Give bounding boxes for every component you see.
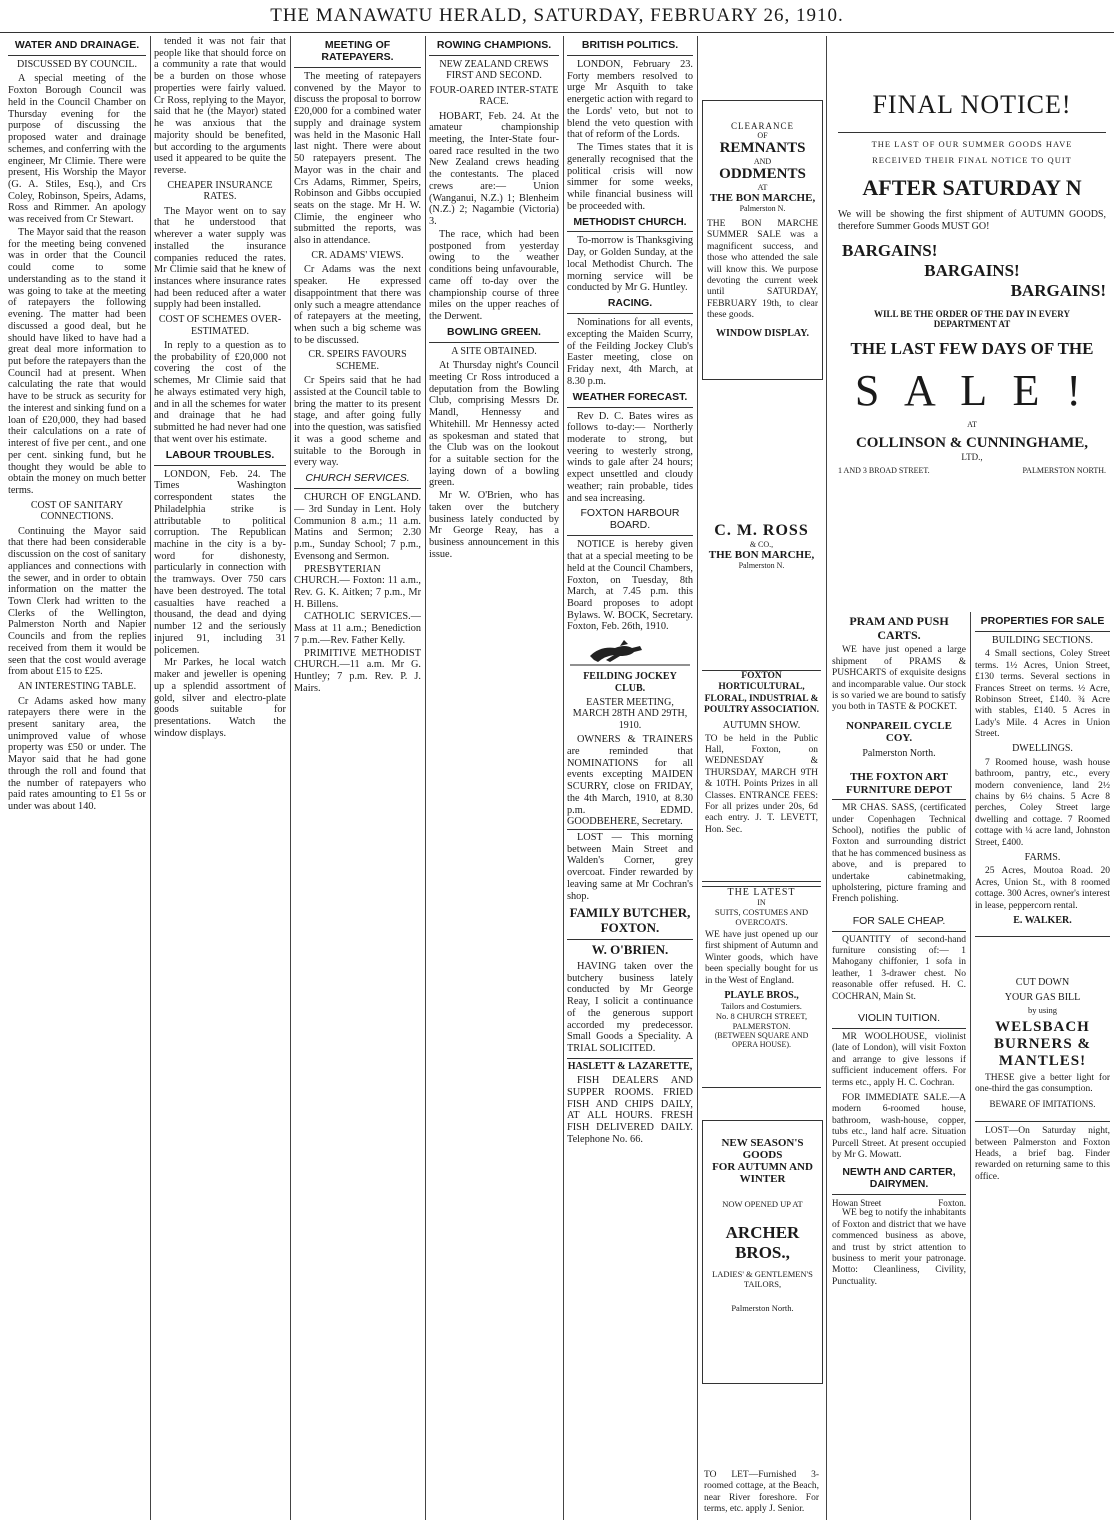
notice-paragraph: OWNERS & TRAINERS are reminded that NOMINATIONS for all events excepting MAIDEN SCURRY, close on FRIDAY, the 4th March, 1910, at 8.30 p.m. EDMD. GOODBEHERE, Secretary. (567, 734, 693, 828)
subhead-adams: CR. ADAMS' VIEWS. (311, 249, 404, 261)
ad-text: PALMERSTON NORTH. (1022, 466, 1106, 475)
ad-text: OF (757, 131, 768, 140)
subhead-site: A SITE OBTAINED. (451, 345, 537, 357)
ad-cm-ross (702, 522, 821, 617)
ad-paragraph: WE have just opened a large shipment of PRAMS & PUSHCARTS of exquisite designs and incomparable value. Our stock is so varied we are bound to satisfy you both in TASTE & POCKET. (832, 645, 966, 713)
gas-heading: CUT DOWN (1015, 977, 1070, 989)
ad-headline: FINAL NOTICE! (872, 90, 1072, 119)
headline-ratepayers: MEETING OF RATEPAYERS. (294, 40, 421, 68)
ad-text: REMNANTS (719, 140, 806, 156)
column-rowing (429, 36, 559, 1520)
ad-text: Palmerston N. (739, 204, 786, 213)
ad-playle (702, 886, 821, 1088)
article-paragraph: CATHOLIC SERVICES.—Mass at 11 a.m.; Benediction 7 p.m.—Rev. Father Kelly. (294, 611, 421, 646)
article-paragraph: To-morrow is Thanksgiving Day, or Golden Sunday, at the local Methodist Church. The morning service will be conducted by Mr G. Huntley. (567, 235, 693, 294)
article-paragraph: Continuing the Mayor said that there had been considerable discussion on the cost of sanitary appliances and connections with the sewer, and in order to obtain information on the matter the Town Clerk had written to the Clerks of the Wellington, Palmerston North and Napier Councils and from the replies received from them it would be seen that the cost would average from about £15 to £25. (8, 525, 146, 678)
ad-text: BARGAINS! (1010, 281, 1106, 300)
ad-text: 1 AND 3 BROAD STREET. (838, 466, 930, 475)
ad-text: FOXTON HORTICULTURAL, FLORAL, INDUSTRIAL & POULTRY ASSOCIATION. (704, 671, 819, 716)
article-paragraph: Rev D. C. Bates wires as follows to-day:— Northerly moderate to strong, but veering to westerly strong, winds to gale after 24 hours; expect unsettled and cloudy weather; rain probable, tides and sea increasing. (567, 410, 693, 504)
subhead-crews: NEW ZEALAND CREWS FIRST AND SECOND. (439, 58, 549, 82)
fish-paragraph: FISH DEALERS AND SUPPER ROOMS. FRIED FISH AND CHIPS DAILY, AT ALL HOURS. FRESH FISH DELIVERED DAILY. Telephone No. 66. (567, 1075, 693, 1145)
ad-text: FOR AUTUMN AND (712, 1161, 813, 1173)
ad-text: LTD., (961, 452, 983, 462)
ad-paragraph: QUANTITY of second-hand furniture consisting of:— 1 Mahogany chiffonier, 1 sofa in leather, 1 3-drawer chest. No reasonable offer refused. H. C. COCHRAN, Main St. (832, 934, 966, 1002)
article-paragraph: tended it was not fair that people like that should force on a community a rate that would be a burden on those whose properties were fairly valued. Cr Ross, replying to the Mayor, said that he (the Mayor) stated he was anxious that the majority should be benefited, but according to the arguments used it appeared to be quite the reverse. (154, 36, 286, 177)
ad-text: ARCHER BROS., (725, 1223, 800, 1262)
article-paragraph: Cr Adams asked how many ratepayers there were in the present sanitary area, the unimproved value of whose property was £50 or under. The Mayor said that he had gone through the roll and found that the number of ratepayers who paid rates amounting to £1 5s or under was about 140. (8, 695, 146, 813)
ad-text: THE BON MARCHE, (709, 192, 816, 204)
article-paragraph: The race, which had been postponed from yesterday owing to the weather conditions being unfavourable, came off to-day over the championship course of three miles on the upper reaches of the Derwent. (429, 228, 559, 323)
ad-paragraph: TO be held in the Public Hall, Foxton, on WEDNESDAY & THURSDAY, MARCH 9TH & 10TH. Points Prizes in all Classes. ENTRANCE FEES: For all prizes under 20s, 6d each entry. J. T. LEVETT, Hon. Sec. (705, 733, 818, 835)
headline-british-politics: BRITISH POLITICS. (567, 40, 693, 56)
farms-heading: FARMS. (1024, 852, 1061, 863)
article-paragraph: Nominations for all events, excepting the Maiden Scurry, of the Feilding Jockey Club's Easter meeting, close on Friday next, 4th March, at 8.30 p.m. (567, 317, 693, 387)
ad-paragraph: 4 Small sections, Coley Street terms. 1½ Acres, Union Street, £130 terms. Several sections in Frances Street on terms. ½ Acre, Robinson Street, £140. ¾ Acre with stables, £140. 5 Acres in Lady's Mile. 4 Acres in Union Street. (975, 649, 1110, 740)
ad-paragraph: 7 Roomed house, wash house bathroom, pantry, etc., every modern convenience, land 2½ chains by 6½ chains. 5 Acre 8 perches, Coley Street large dwelling and cottage. 7 Roomed cottage with ¼ acre land, Johnston Street, £400. (975, 757, 1110, 848)
article-paragraph: Cr Speirs said that he had assisted at the Council table to bring the matter to its present stage, and after going fully into the question, was satisfied it was a good scheme and suitable to the Borough in every way. (294, 375, 421, 469)
properties-heading: PROPERTIES FOR SALE (975, 616, 1110, 632)
column-water-drainage (8, 36, 146, 1520)
article-paragraph: A special meeting of the Foxton Borough Council was held in the Council Chamber on Thursday evening for the purpose of discussing the proposed water and drainage schemes, and conferring with the engineer, Mr Climie. There were present, His Worship the Mayor (G. A. Stiles, Esq.), and Crs Coley, Robinson, Speirs, Adams, Ross and Rimmer. An apology was received from Cr Stewart. (8, 73, 146, 226)
ad-text: WILL BE THE ORDER OF THE DAY IN EVERY DEPARTMENT AT (874, 309, 1070, 329)
column-ratepayers (294, 36, 421, 1520)
ad-text: Palmerston North. (862, 747, 936, 759)
subhead-insurance: CHEAPER INSURANCE RATES. (167, 179, 273, 203)
butcher-name: W. O'BRIEN. (591, 942, 669, 958)
subhead-discussed: DISCUSSED BY COUNCIL. (17, 58, 137, 70)
ad-horticultural (702, 670, 821, 882)
ad-text: THE LAST OF OUR SUMMER GOODS HAVE (871, 139, 1073, 149)
for-sale-heading: FOR SALE CHEAP. (832, 916, 966, 932)
article-paragraph: PRIMITIVE METHODIST CHURCH.—11 a.m. Mr G. Huntley; 7 p.m. Rev. P. J. Mairs. (294, 647, 421, 694)
column-rule (826, 36, 827, 1520)
column-ads-middle (832, 612, 966, 1520)
ad-text: Palmerston N. (738, 561, 785, 570)
subhead-race: FOUR-OARED INTER-STATE RACE. (429, 84, 559, 108)
article-paragraph: The meeting of ratepayers convened by the Mayor to discuss the proposal to borrow £20,000 for a combined water supply and drainage system was held in the Masonic Hall last night. There were about 50 ratepayers present. The Mayor was in the chair and Crs Adams, Rimmer, Speirs, Robinson and Gibbs occupied seats on the stage. Mr H. W. Climie, the engineer who submitted the reports, was also in attendance. (294, 70, 421, 247)
ad-text: Foxton. (938, 1198, 966, 1209)
ad-paragraph: WE beg to notify the inhabitants of Foxton and district that we have commenced business as above, and trust by strict attention to business to merit your patronage. Motto: Cleanliness, Civility, Punctuality. (832, 1208, 966, 1287)
jockey-club-date: EASTER MEETING, MARCH 28TH AND 29TH, 1910. (572, 696, 688, 731)
horse-racing-illustration (570, 636, 690, 668)
ad-paragraph: THE BON MARCHE SUMMER SALE was a magnificent success, and those who attended the sale will know this. We purpose devoting the current week until SATURDAY, FEBRUARY 19th, to clear these goods. (707, 219, 818, 321)
subhead-sanitary: COST OF SANITARY CONNECTIONS. (30, 499, 124, 523)
ad-text: THE LATEST (727, 887, 796, 898)
subhead-speirs: CR. SPEIRS FAVOURS SCHEME. (308, 349, 407, 372)
ad-text: RECEIVED THEIR FINAL NOTICE TO QUIT (872, 155, 1072, 165)
ad-text: AT (967, 420, 977, 429)
ad-text: OVERCOATS. (735, 917, 788, 927)
ad-text: ODDMENTS (719, 166, 806, 182)
ad-text: PLAYLE BROS., (724, 989, 799, 1001)
ad-text: NOW OPENED UP AT (722, 1199, 803, 1209)
article-paragraph: LONDON, February 23. Forty members resolved to urge Mr Asquith to take energetic action with regard to the Lords' veto, but not to blend the veto question with that of reform of the Lords. (567, 58, 693, 141)
ad-text: Howan Street (832, 1198, 882, 1209)
column-rule (150, 36, 151, 1520)
ad-collinson-final-notice (832, 82, 1112, 522)
article-paragraph: Mr W. O'Brien, who has taken over the butchery business lately conducted by Mr George Reay, has a business announcement in this issue. (429, 490, 559, 560)
newth-heading: NEWTH AND CARTER, DAIRYMEN. (832, 1167, 966, 1195)
fish-heading: HASLETT & LAZARETTE, (567, 1058, 693, 1072)
headline-weather: WEATHER FORECAST. (567, 392, 693, 408)
article-paragraph: The Times states that it is generally recognised that the political crisis will now simmer for some weeks, while financial business will be proceeded with. (567, 142, 693, 212)
gas-by: by using (1027, 1005, 1058, 1016)
article-paragraph: CHURCH OF ENGLAND.— 3rd Sunday in Lent. Holy Communion 8 a.m.; 11 a.m. Matins and Sermon; 2.30 p.m., Sunday School; 7 p.m., Evensong and Sermon. (294, 492, 421, 562)
butcher-paragraph: HAVING taken over the butchery business lately conducted by Mr George Reay, I solicit a continuance of the generous support accorded my predecessor. Small Goods a Speciality. A TRIAL SOLICITED. (567, 960, 693, 1054)
lost-notice: LOST—On Saturday night, between Palmerston and Foxton Heads, a brief bag. Finder rewarded on returning same to this office. (975, 1126, 1110, 1182)
ad-address (838, 466, 1106, 475)
butcher-heading: FAMILY BUTCHER, FOXTON. (567, 906, 693, 940)
lost-notice: LOST — This morning between Main Street and Walden's Corner, grey overcoat. Finder rewarded by leaving same at Mr Cochran's shop. (567, 829, 693, 902)
column-2 (154, 36, 286, 1520)
ad-text: NEW SEASON'S GOODS (721, 1137, 804, 1161)
ad-paragraph: 25 Acres, Moutoa Road. 20 Acres, Union St., with 8 roomed cottage. 300 Acres, owner's interest in lease, peppercorn rental. (975, 866, 1110, 911)
violin-heading: VIOLIN TUITION. (832, 1013, 966, 1029)
gas-subheading: YOUR GAS BILL (1004, 991, 1081, 1003)
ad-text: THE BON MARCHE, (708, 549, 815, 561)
dwellings-heading: DWELLINGS. (1012, 743, 1073, 755)
ad-text: Palmerston North. (731, 1303, 794, 1313)
ad-text: THE LAST FEW DAYS OF THE (850, 339, 1094, 358)
ad-text: & CO., (749, 540, 774, 549)
headline-racing: RACING. (567, 298, 693, 314)
ad-text: BARGAINS! (924, 261, 1020, 280)
headline-labour-troubles: LABOUR TROUBLES. (154, 450, 286, 466)
article-paragraph: HOBART, Feb. 24. At the amateur championship meeting, the Inter-State four-oared race resulted in the two New Zealand crews heading the contestants. The placed crews are:— Union (Wanganui, N.Z.) 1; Blenheim (N.Z.) 2; Nagambie (Victoria) 3. (429, 110, 559, 228)
ad-text: SUITS, COSTUMES AND (714, 907, 809, 917)
ad-text: COLLINSON & CUNNINGHAME, (855, 435, 1089, 451)
ad-text: BARGAINS! (842, 241, 938, 260)
headline-rowing: ROWING CHAMPIONS. (429, 40, 559, 56)
ad-text: WINDOW DISPLAY. (716, 327, 809, 339)
ad-text: IN (757, 898, 766, 907)
ad-text: CLEARANCE (731, 121, 794, 131)
newth-address (832, 1198, 966, 1208)
ad-paragraph: MR CHAS. SASS, (certificated under Copenhagen Technical School), notifies the public of Foxton and surrounding district that he has commenced business as above, and is prepared to undertake cabinetmaking, upholstering, picture framing and French polishing. (832, 803, 966, 905)
agent-name: E. WALKER. (1013, 914, 1072, 926)
ad-bon-marche (702, 100, 823, 380)
ad-paragraph: THESE give a better light for one-third the gas consumption. (975, 1073, 1110, 1095)
article-paragraph: Mr Parkes, he local watch maker and jeweller is opening up a splendid assortment of gold, silver and electro-plate goods suitable for presentations. Watch the window displays. (154, 657, 286, 739)
article-paragraph: At Thursday night's Council meeting Cr Ross introduced a deputation from the Bowling Club, comprising Messrs Dr. Mandl, Hennessy and Whitehill. Mr Hennessy acted as spokesman and stated that the Club was on the lookout for a suitable section for the laying down of a bowling green. (429, 360, 559, 489)
cycle-heading: NONPAREIL CYCLE COY. (846, 719, 952, 745)
column-properties (975, 612, 1110, 1520)
column-rule (563, 36, 564, 1520)
art-furniture-heading: THE FOXTON ART FURNITURE DEPOT (832, 771, 966, 800)
gas-brand: WELSBACH BURNERS & MANTLES! (994, 1018, 1091, 1069)
article-paragraph: Cr Adams was the next speaker. He expressed disappointment that there was only such a meagre attendance of ratepayers at the meeting, when such a big scheme was to be discussed. (294, 264, 421, 346)
article-paragraph: The Mayor said that the reason for the meeting being convened was in order that the Council could come to some understanding as to the stand it was going to take at the meeting of ratepayers the following evening. The matter had been discussed a good deal, but he should have liked to have had a great deal more information to put before the ratepayers than the Council had at present. When calculating the rate that would have to be struck as security for the interest and sinking fund on a loan of £20,000, they had based their calculations on a rate of interest of five per cent., and one per cent. sinking fund, but he thought they would be able to obtain the money on much better terms. (8, 226, 146, 497)
jockey-club-heading: FEILDING JOCKEY CLUB. (583, 671, 677, 694)
masthead: THE MANAWATU HERALD, SATURDAY, FEBRUARY 26, 1910. (0, 0, 1114, 33)
ad-text: No. 8 CHURCH STREET, PALMERSTON. (715, 1010, 808, 1031)
ad-text: TAILORS, (743, 1279, 782, 1289)
headline-harbour: FOXTON HARBOUR BOARD. (567, 508, 693, 536)
building-sections-heading: BUILDING SECTIONS. (991, 634, 1094, 646)
ad-paragraph: FOR IMMEDIATE SALE.—A modern 6-roomed house, bathroom, wash-house, copper, tubs etc., land half acre. Situation Purcell Street. At present occupied by Mr G. Mowatt. (832, 1092, 966, 1160)
headline-methodist: METHODIST CHURCH. (567, 217, 693, 233)
article-paragraph: LONDON, Feb. 24. The Times Washington correspondent states the Philadelphia strike is attributable to political corruption. The Republican machine in the city is a by-word for dishonesty, particularly in connection with the tramways. Over 750 cars have been destroyed. The total casualties have reached a thousand, the dead and dying number 12 and the seriously injured 91, including 31 policemen. (154, 468, 286, 656)
ad-paragraph: WE have just opened up our first shipment of Autumn and Winter goods, which have been specially bought for us in the West of England. (705, 930, 818, 986)
subhead-table: AN INTERESTING TABLE. (17, 681, 137, 693)
headline-church-services: CHURCH SERVICES. (294, 473, 421, 489)
ad-to-let (702, 1470, 821, 1518)
pram-heading: PRAM AND PUSH CARTS. (849, 614, 949, 642)
headline-bowling: BOWLING GREEN. (429, 327, 559, 343)
ad-paragraph: We will be showing the first shipment of AUTUMN GOODS, therefore Summer Goods MUST GO! (838, 209, 1106, 232)
ad-headline: AFTER SATURDAY N (862, 175, 1082, 200)
ad-text: AT (757, 183, 768, 192)
column-rule (290, 36, 291, 1520)
ad-headline: S A L E ! (854, 366, 1090, 415)
article-paragraph: In reply to a question as to the probability of £20,000 not covering the cost of the schemes, Mr Climie said that he always estimated very high, and in all the schemes for water and drainage that he had submitted he had never had one that went over his estimate. (154, 339, 286, 445)
ad-text: C. M. ROSS (714, 522, 809, 539)
ad-paragraph: TO LET—Furnished 3-roomed cottage, at the Beach, near River foreshore. For terms, etc. apply J. Senior. (704, 1470, 819, 1515)
column-british-politics (567, 36, 693, 1520)
ad-text: Tailors and Costumiers. (721, 1000, 802, 1011)
ad-text: AUTUMN SHOW. (722, 719, 801, 731)
subhead-schemes: COST OF SCHEMES OVER-ESTIMATED. (158, 314, 282, 337)
ad-text: (BETWEEN SQUARE AND OPERA HOUSE). (714, 1030, 809, 1049)
article-paragraph: The Mayor went on to say that he understood that wherever a water supply was installed the insurance companies reduced the rates. Mr Climie said that he knew of instances where insurance rates had been reduced after a water supply had been installed. (154, 205, 286, 311)
ad-text: AND (753, 157, 772, 166)
headline-water-drainage: WATER AND DRAINAGE. (8, 40, 146, 56)
column-rule (425, 36, 426, 1520)
column-rule (970, 612, 971, 1520)
notice-paragraph: NOTICE is hereby given that at a special meeting to be held at the Council Chambers, Foxton, on Tuesday, 8th March, at 7.45 p.m. this Board proposes to adopt Bylaws. W. BOCK, Secretary. Foxton, Feb. 26th, 1910. (567, 539, 693, 633)
ad-paragraph: MR WOOLHOUSE, violinist (late of London), will visit Foxton and arrange to give lessons if sufficient inducement offers. For terms etc., apply H. C. Cochran. (832, 1032, 966, 1088)
ad-text: WINTER (739, 1173, 786, 1185)
column-rule (697, 36, 698, 1520)
gas-beware: BEWARE OF IMITATIONS. (989, 1098, 1096, 1109)
article-paragraph: PRESBYTERIAN CHURCH.— Foxton: 11 a.m., Rev. G. K. Aitken; 7 p.m., Mr H. Billens. (294, 563, 421, 610)
ad-text: LADIES' & GENTLEMEN'S (712, 1269, 813, 1279)
ad-archer (702, 1120, 823, 1384)
